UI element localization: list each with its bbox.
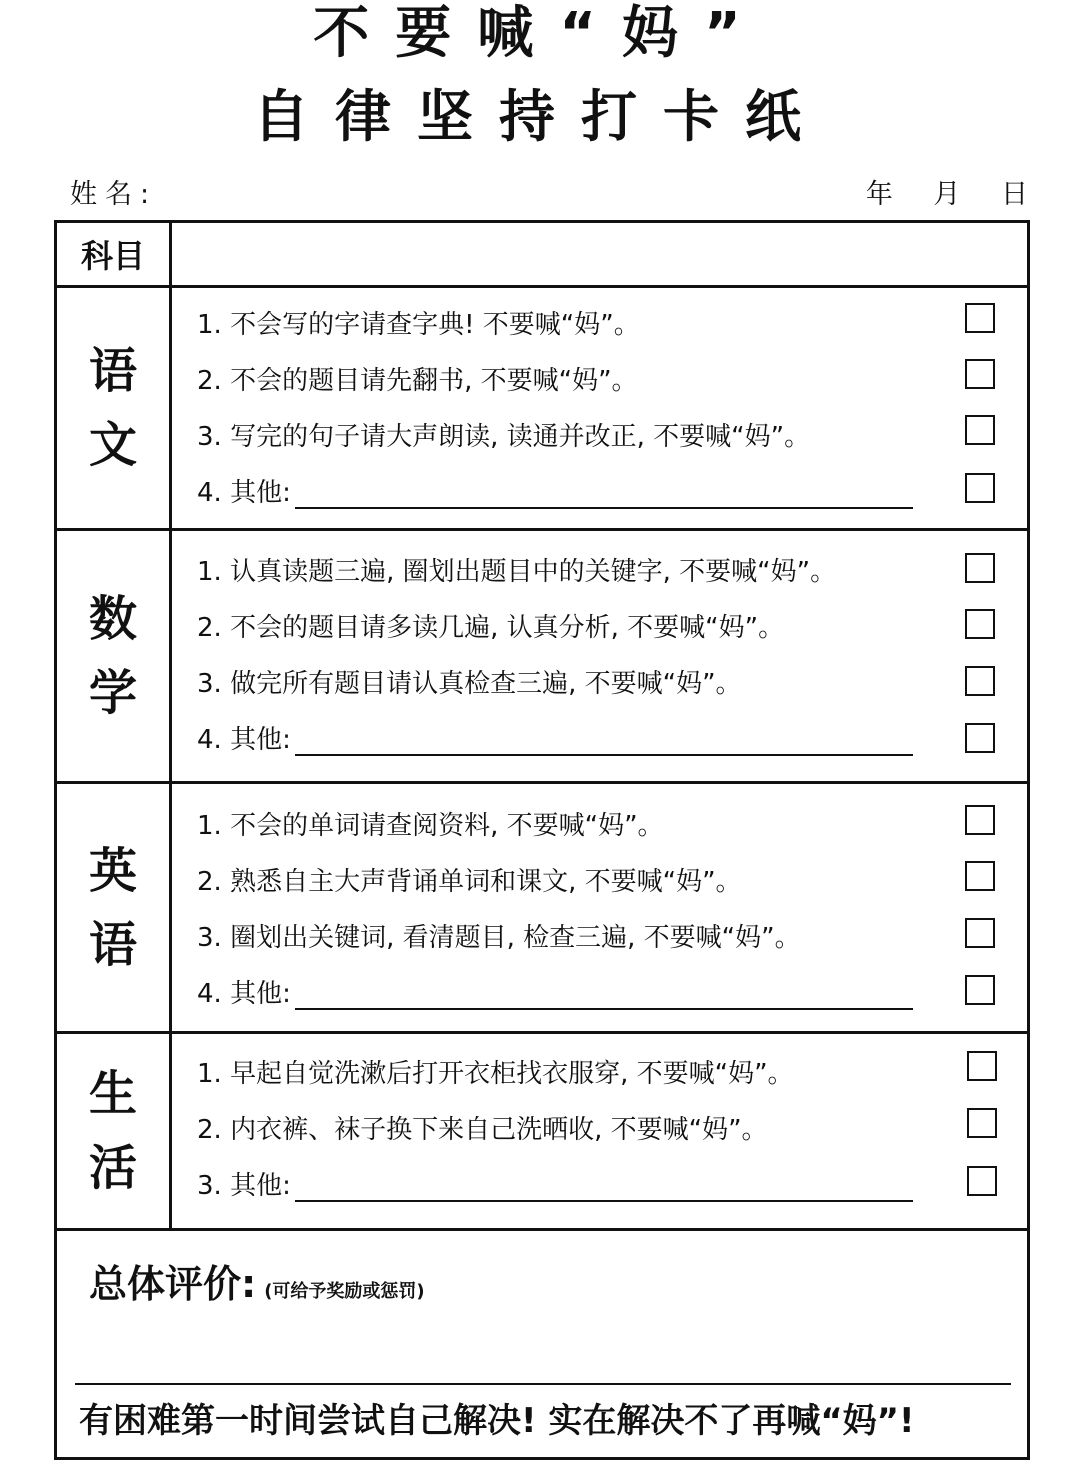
row-divider — [57, 781, 1027, 784]
checklist-item: 2. 内衣裤、袜子换下来自己洗晒收, 不要喊“妈”。 — [197, 1115, 768, 1145]
subject-chinese — [57, 288, 169, 528]
footer-slogan: 有困难第一时间尝试自己解决! 实在解决不了再喊“妈”! — [79, 1401, 915, 1441]
evaluation-title: 总体评价: — [89, 1262, 257, 1306]
other-label: 4. 其他: — [197, 725, 291, 755]
row-divider — [57, 528, 1027, 531]
blank-line[interactable] — [295, 483, 913, 509]
checkbox[interactable] — [965, 975, 995, 1005]
subject-char: 语 — [88, 916, 137, 973]
checklist-item-other — [197, 1170, 913, 1202]
checkbox[interactable] — [965, 553, 995, 583]
checkbox[interactable] — [965, 415, 995, 445]
checklist-item: 1. 早起自觉洗漱后打开衣柜找衣服穿, 不要喊“妈”。 — [197, 1059, 794, 1089]
checkbox[interactable] — [965, 666, 995, 696]
checklist-item: 1. 认真读题三遍, 圈划出题目中的关键字, 不要喊“妈”。 — [197, 557, 837, 587]
blank-line[interactable] — [295, 730, 913, 756]
checkbox[interactable] — [967, 1051, 997, 1081]
row-divider — [57, 1228, 1027, 1231]
column-divider — [169, 223, 172, 1231]
checklist-item: 1. 不会写的字请查字典! 不要喊“妈”。 — [197, 310, 640, 340]
row-divider — [57, 285, 1027, 288]
subject-english — [57, 784, 169, 1031]
subject-header: 科目 — [80, 237, 145, 275]
subject-math — [57, 531, 169, 781]
checkbox[interactable] — [967, 1166, 997, 1196]
evaluation-note: (可给予奖励或惩罚) — [264, 1281, 425, 1302]
checkbox[interactable] — [965, 918, 995, 948]
checklist-item: 2. 不会的题目请先翻书, 不要喊“妈”。 — [197, 366, 638, 396]
checklist-item: 3. 写完的句子请大声朗读, 读通并改正, 不要喊“妈”。 — [197, 422, 811, 452]
checkin-table — [54, 220, 1030, 1460]
subject-char: 文 — [88, 417, 137, 473]
checkbox[interactable] — [965, 609, 995, 639]
subject-char: 语 — [88, 343, 137, 399]
checklist-item-other — [197, 477, 913, 509]
blank-line[interactable] — [295, 984, 913, 1010]
row-divider — [57, 1031, 1027, 1034]
checklist-item: 3. 做完所有题目请认真检查三遍, 不要喊“妈”。 — [197, 669, 742, 699]
subject-char: 生 — [88, 1066, 137, 1122]
checklist-item: 3. 圈划出关键词, 看清题目, 检查三遍, 不要喊“妈”。 — [197, 923, 801, 953]
checkbox[interactable] — [965, 359, 995, 389]
evaluation-heading — [89, 1253, 425, 1308]
subject-life — [57, 1034, 169, 1228]
checkbox[interactable] — [965, 303, 995, 333]
checklist-item: 1. 不会的单词请查阅资料, 不要喊“妈”。 — [197, 811, 664, 841]
other-label: 3. 其他: — [197, 1171, 291, 1201]
checklist-item-other — [197, 724, 913, 756]
date-label: 年 月 日 — [865, 179, 1028, 210]
checkbox[interactable] — [967, 1108, 997, 1138]
page-title: 不要喊“妈” — [313, 1, 767, 66]
checklist-item-other — [197, 978, 913, 1010]
checklist-item: 2. 熟悉自主大声背诵单词和课文, 不要喊“妈”。 — [197, 867, 742, 897]
other-label: 4. 其他: — [197, 979, 291, 1009]
subject-char: 学 — [88, 665, 137, 721]
subject-char: 数 — [88, 591, 137, 647]
subject-char: 活 — [88, 1140, 137, 1196]
checkbox[interactable] — [965, 723, 995, 753]
evaluation-rule — [75, 1383, 1011, 1385]
page-subtitle: 自律坚持打卡纸 — [253, 85, 827, 150]
checkbox[interactable] — [965, 861, 995, 891]
other-label: 4. 其他: — [197, 478, 291, 508]
checklist-item: 2. 不会的题目请多读几遍, 认真分析, 不要喊“妈”。 — [197, 613, 785, 643]
subject-char: 英 — [88, 842, 137, 899]
blank-line[interactable] — [295, 1176, 913, 1202]
name-label: 姓名: — [70, 179, 158, 210]
checkbox[interactable] — [965, 805, 995, 835]
checkbox[interactable] — [965, 473, 995, 503]
